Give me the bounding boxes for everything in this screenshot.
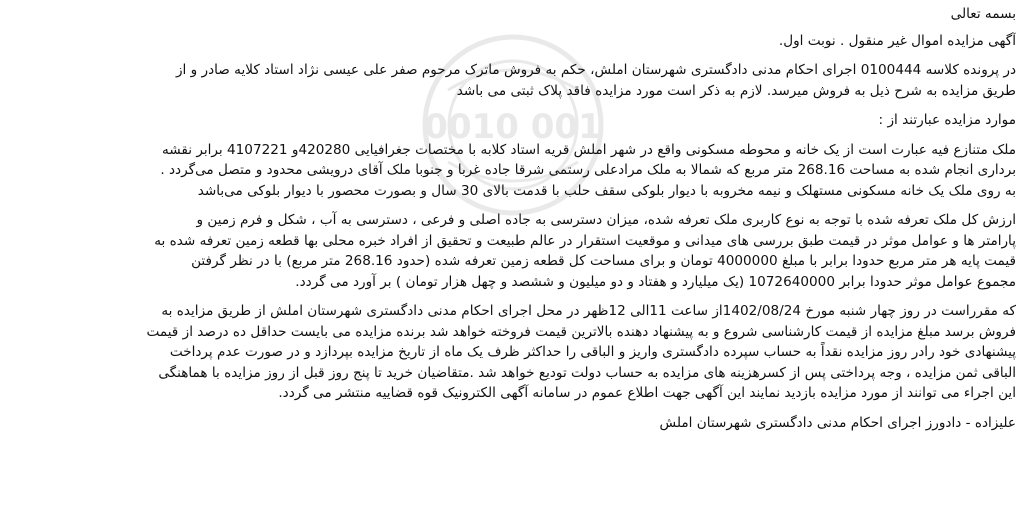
intro-paragraph	[8, 60, 1016, 101]
text-line: به روی ملک یک خانه مسکونی مستهلک و نیمه مخروبه با دیوار بلوکی سقف حلب با قدمت بالای 30 سال و بصورت محصور با دیوار بلوکی می‌باشد	[197, 182, 1016, 199]
valuation-paragraph	[8, 210, 1016, 292]
text-line: که مقرراست در روز چهار شنبه مورخ 1402/08/24از ساعت 11الی 12ظهر در محل اجرای احکام مدنی دادگستری شهرستان املش از طریق مزایده به	[161, 303, 1016, 319]
text-line: در پرونده کلاسه 0100444 اجرای احکام مدنی دادگستری شهرستان املش، حکم به فروش ماترک مرحوم صفر علی عیسی نژاد استاد کلایه صادر و از	[175, 62, 1016, 78]
text-line: مجموع عوامل موثر حدودا برابر 1072640000 (یک میلیارد و هفتاد و دو میلیون و ششصد و چهل هزار تومان ) بر آورد می گردد.	[295, 273, 1016, 290]
items-heading: موارد مزایده عبارتند از :	[878, 112, 1016, 128]
text-line: ملک متنازع فیه عبارت است از یک خانه و محوطه مسکونی واقع در شهر املش قریه استاد کلابه با مختصات جغرافیایی 420280و 4107221 برابر نقشه	[161, 141, 1016, 158]
text-line: الباقی ثمن مزایده ، وجه پرداختی پس از کسرهزینه های مزایده به حساب دولت توديع خواهد شد .متقاضیان خرید تا پنج روز قبل از روز مزایده با هماهنگی	[158, 364, 1016, 381]
notice-title: آگهی مزایده اموال غیر منقول . نوبت اول.	[778, 32, 1016, 49]
text-line: پارامتر ها و عوامل موثر در قیمت طبق بررسی های میدانی و موقعیت استقرار در عالم طبیعت و تحقیق از افراد خبره محلی بها قطعه زمین تعرفه شده به	[154, 232, 1016, 249]
text-line: این اجراء می توانند از مورد مزایده بازدید نمایند این آگهی جهت اطلاع عموم در سامانه آگهی الکترونیک قوه قضاییه منتشر می گردد.	[278, 385, 1016, 401]
text-line: پیشنهادی خود رادر روز مزایده نقداً به حساب سپرده دادگستری واریز و الباقی را حداکثر ظرف یک ماه از تاریخ مزایده بپردازد و در صورت عدم پرداخت	[169, 344, 1016, 360]
text-line: قیمت پایه هر متر مربع حدودا برابر با مبلغ 4000000 تومان و برای مساحت کل قطعه زمین تعرفه شده (حدود 268.16 متر مربع) با در نظر گرفتن	[191, 253, 1016, 269]
signature: علیزاده - دادورز اجرای احکام مدنی دادگستری شهرستان املش	[659, 414, 1016, 431]
text-line: فروش برسد مبلغ مزایده از قیمت کارشناسی شروع و به پیشنهاد دهنده بالاترین قیمت فروخته خواهد شد برنده مزایده می بایست حداقل ده درصد از قیمت	[146, 323, 1016, 340]
text-line: برداری انجام شده به مساحت 268.16 متر مربع که شمالا به ملک مرادعلی رستمی شرقا جاده غربا و جنوبا ملک آقای درویشی محدود و متصل می‌گردد .	[160, 162, 1016, 178]
text-line: ارزش کل ملک تعرفه شده با توجه به نوع کاربری ملک تعرفه شده، میزان دسترسی به جاده اصلی و فرعی ، دسترسی به آب ، شکل و فرم زمین و	[196, 212, 1016, 228]
property-paragraph	[8, 140, 1016, 202]
heading: بسمه تعالی	[950, 6, 1016, 22]
svg-text:0010 001: 0010 001	[424, 107, 602, 147]
text-line: طریق مزایده به شرح ذیل به فروش میرسد. لازم به ذکر است مورد مزایده فاقد پلاک ثبتی می باشد	[456, 82, 1016, 99]
auction-paragraph	[8, 301, 1016, 404]
